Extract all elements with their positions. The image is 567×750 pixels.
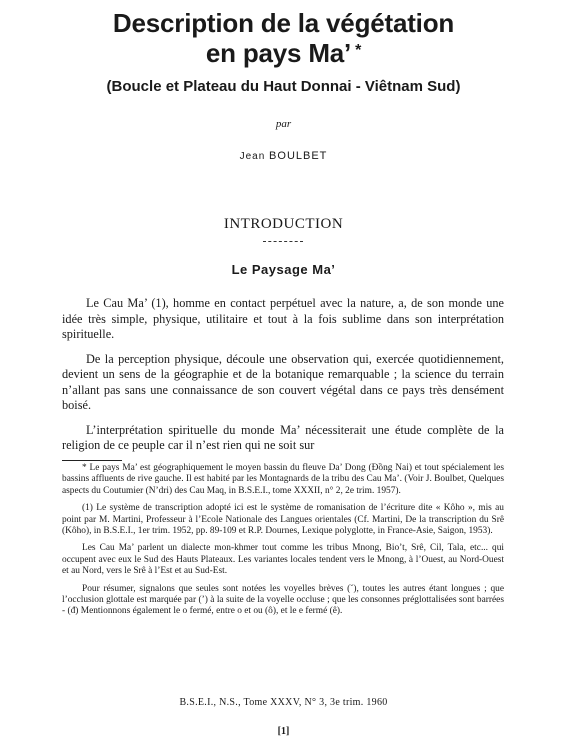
footnote-1: (1) Le système de transcription adopté ici est le système de romanisation de l’écriture dite « Kôho », mis au point par M. Martini, Professeur à l’Ecole Nationale des Langues orientales (Cf. Martini, De la transcription du Srê (Kôho), in B.S.E.I., 1er trim. 1952, pp. 89-109 et R.P. Dournes, Lexique polyglotte, in France-Asie, Saigon, 1953). — [62, 503, 504, 537]
body-paragraph-1: Le Cau Ma’ (1), homme en contact perpétuel avec la nature, a, de son monde une idée très simple, physique, utilitaire et tout à la fois sublime dans son interprétation spirituelle. — [62, 296, 504, 341]
journal-reference: B.S.E.I., N.S., Tome XXXV, N° 3, 3e trim. 1960 — [179, 697, 388, 708]
section-heading: INTRODUCTION — [223, 216, 344, 232]
body-text — [62, 296, 504, 463]
byline-par: par — [275, 118, 292, 130]
title-line-1: Description de la végétation — [112, 8, 455, 38]
footnote-2: Les Cau Ma’ parlent un dialecte mon-khmer tout comme les tribus Mnong, Bio’t, Srê, Cil, Tala, etc... qui occupent avec eux le Sud des Hauts Plateaux. Les variantes locales tendent vers le Mnong, à l’Ouest, au Nord-Ouest et au Nord, vers le Srê à l’Est et au Sud-Est. — [62, 543, 504, 577]
body-paragraph-3: L’interprétation spirituelle du monde Ma’ nécessiterait une étude complète de la religion de ce peuple car il n’est rien qui ne soit sur — [62, 422, 504, 452]
footnote-star: * Le pays Ma’ est géographiquement le moyen bassin du fleuve Da’ Dong (Đồng Nai) et tout spécialement les bassins affluents de rive gauche. Il est habité par les Montagnards de la tribu des Cau Ma’. (Voir J. Boulbet, Quelques aspects du Coutumier (N’dri) des Cau Maq, in B.S.E.I., tome XXXII, n° 2, 2e trim. 1957). — [62, 463, 504, 496]
heading-divider — [263, 241, 303, 242]
title-footnote-mark: * — [355, 42, 362, 59]
subsection-heading: Le Paysage Ma’ — [231, 262, 336, 277]
author-last-name: BOULBET — [269, 150, 328, 162]
title-line-2-wrapper — [0, 38, 567, 68]
body-paragraph-2: De la perception physique, découle une observation qui, exercée quotidiennement, devient un sens de la géographie et de la botanique remarquable ; la science du terrain n’allant pas sans une connaissance de son couvert végétal dans ce pays très densément boisé. — [62, 351, 504, 412]
footnote-3: Pour résumer, signalons que seules sont notées les voyelles brèves (˘), toutes les autres étant longues ; que l’occlusion glottale est marquée par (’) à la suite de la voyelle occluse ; que les consonnes préglottalisées sont barrées - (đ) Mentionnons également le o fermé, entre o et ou (ô), et le e fermé (ê). — [62, 583, 504, 617]
footnote-divider — [62, 460, 122, 461]
title-line-2: en pays Ma’ — [205, 38, 352, 68]
page-number: [1] — [277, 726, 290, 737]
footnotes — [62, 463, 504, 624]
author-name — [0, 150, 567, 162]
subtitle: (Boucle et Plateau du Haut Donnai - Viêtnam Sud) — [106, 78, 461, 95]
author-first-name: Jean — [239, 151, 266, 162]
